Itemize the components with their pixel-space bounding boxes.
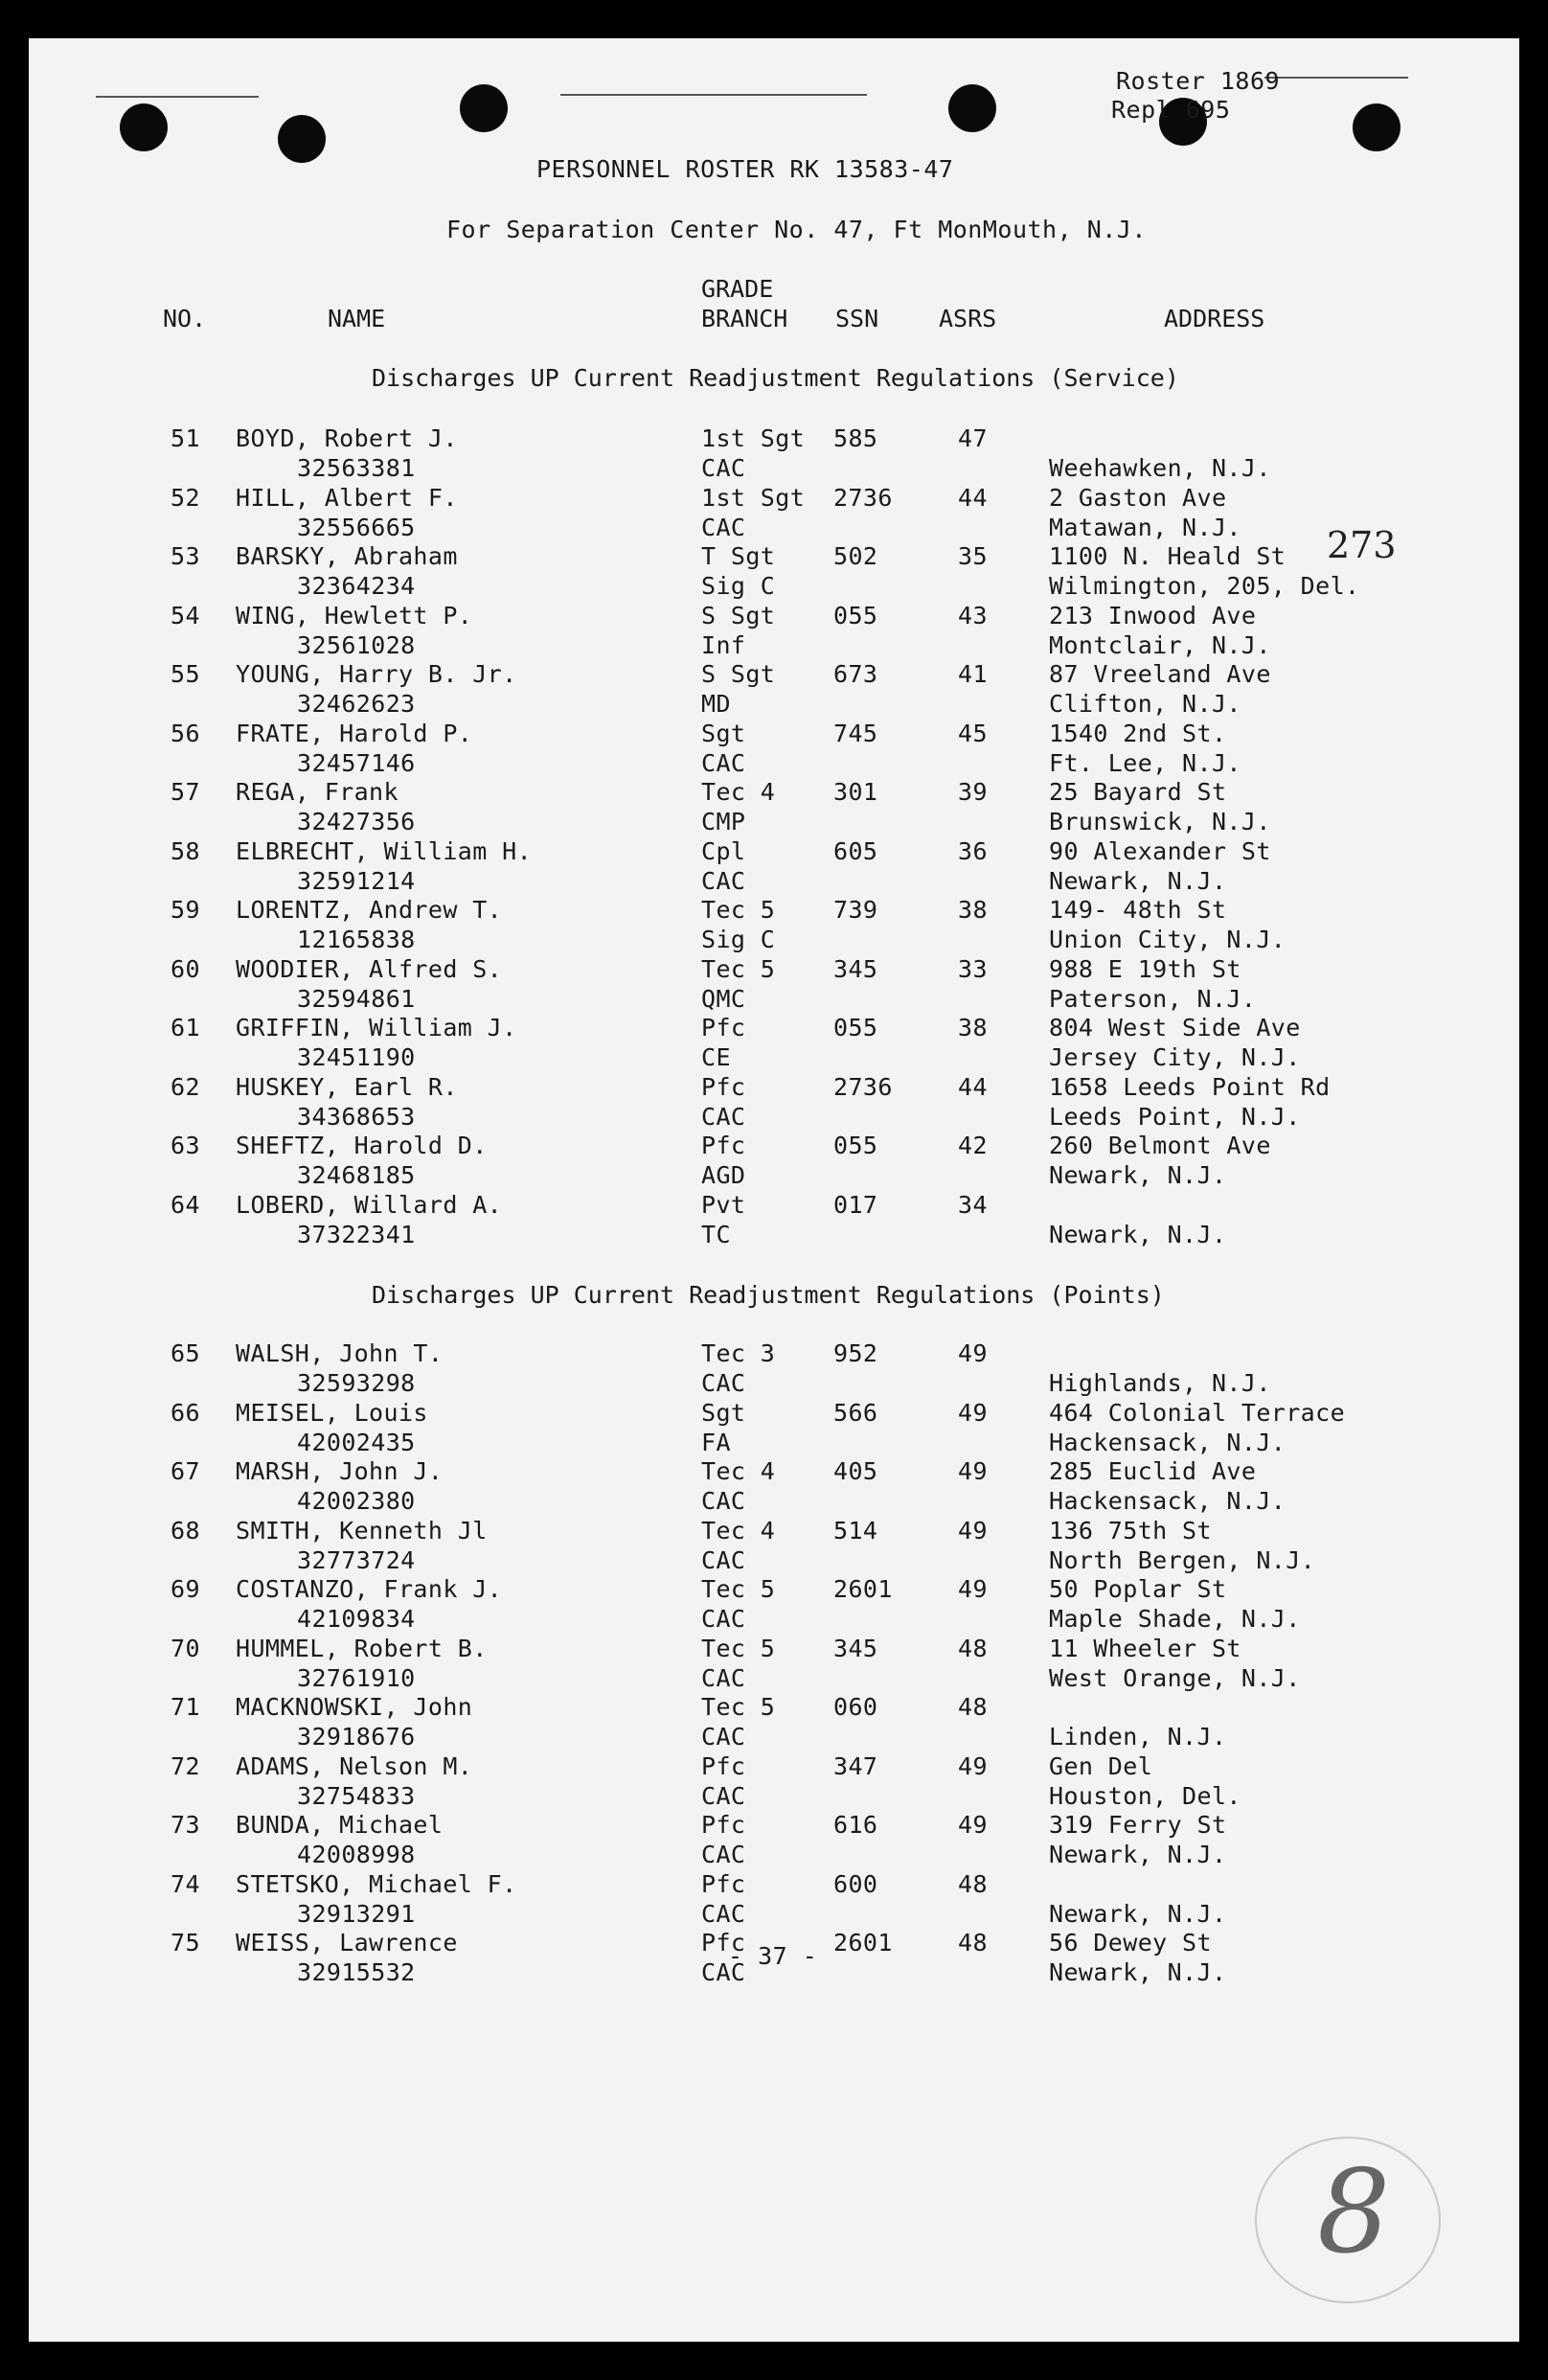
grade: Tec 4 — [701, 1516, 776, 1545]
address-line-1: 136 75th St — [1049, 1516, 1212, 1545]
col-header-no: NO. — [163, 305, 207, 332]
table-row — [29, 1575, 1519, 1635]
serial-number: 42109834 — [297, 1605, 416, 1633]
person-name: BOYD, Robert J. — [236, 424, 458, 452]
ssn-code: 055 — [833, 1014, 878, 1041]
address-line-1: 25 Bayard St — [1049, 778, 1227, 806]
grade: Sgt — [701, 1398, 746, 1427]
person-name: SMITH, Kenneth Jl — [236, 1516, 488, 1545]
asrs-score: 43 — [958, 601, 988, 629]
grade: Tec 5 — [701, 1634, 776, 1662]
ssn-code: 405 — [833, 1457, 878, 1485]
address-line-1: 1100 N. Heald St — [1049, 542, 1286, 570]
serial-number: 32563381 — [297, 454, 416, 482]
branch: CAC — [701, 1102, 746, 1131]
asrs-score: 38 — [958, 896, 988, 924]
person-name: WEISS, Lawrence — [236, 1929, 458, 1957]
roster-ref: Roster 1869 — [1116, 67, 1281, 95]
table-row — [29, 542, 1519, 602]
person-name: HUSKEY, Earl R. — [236, 1072, 458, 1101]
row-number: 71 — [171, 1693, 200, 1721]
serial-number: 32754833 — [297, 1781, 416, 1810]
asrs-score: 44 — [958, 1072, 988, 1101]
punch-hole — [948, 84, 996, 132]
person-name: MARSH, John J. — [236, 1457, 444, 1485]
address-line-2: Newark, N.J. — [1049, 1220, 1227, 1248]
grade: Tec 3 — [701, 1339, 776, 1367]
table-row — [29, 484, 1519, 543]
row-number: 52 — [171, 483, 200, 512]
address-line-1: 1540 2nd St. — [1049, 719, 1227, 747]
serial-number: 32561028 — [297, 630, 416, 659]
ssn-code: 2736 — [833, 1072, 893, 1101]
address-line-2: Leeds Point, N.J. — [1049, 1102, 1301, 1131]
branch: Sig C — [701, 572, 776, 600]
address-line-1: 319 Ferry St — [1049, 1811, 1227, 1839]
grade: Pfc — [701, 1132, 746, 1159]
person-name: YOUNG, Harry B. Jr. — [236, 660, 517, 688]
punch-hole — [460, 84, 508, 132]
table-row — [29, 1132, 1519, 1191]
table-row — [29, 1073, 1519, 1133]
ssn-code: 739 — [833, 896, 878, 924]
address-line-1: 260 Belmont Ave — [1049, 1132, 1271, 1159]
branch: MD — [701, 690, 731, 718]
address-line-2: Houston, Del. — [1049, 1781, 1241, 1810]
page-number: - 37 - — [728, 1942, 818, 1970]
address-line-2: Paterson, N.J. — [1049, 984, 1257, 1013]
table-row — [29, 1457, 1519, 1517]
address-line-1: 56 Dewey St — [1049, 1929, 1212, 1957]
pencil-mark: 8 — [1317, 2146, 1391, 2279]
asrs-score: 34 — [958, 1190, 988, 1219]
row-number: 51 — [171, 424, 200, 452]
grade: 1st Sgt — [701, 483, 806, 512]
table-row — [29, 1399, 1519, 1458]
row-number: 62 — [171, 1072, 200, 1101]
ssn-code: 345 — [833, 954, 878, 983]
asrs-score: 48 — [958, 1929, 988, 1957]
ssn-code: 017 — [833, 1190, 878, 1219]
serial-number: 42008998 — [297, 1841, 416, 1868]
ssn-code: 745 — [833, 719, 878, 747]
repl-ref: Repl 695 — [1111, 96, 1231, 124]
ssn-code: 952 — [833, 1339, 878, 1367]
branch: CAC — [701, 1605, 746, 1633]
grade: Tec 5 — [701, 896, 776, 924]
page-title: PERSONNEL ROSTER RK 13583-47 — [536, 155, 954, 183]
col-header-ssn: SSN — [835, 305, 879, 332]
branch: CAC — [701, 1958, 746, 1986]
address-line-2: Newark, N.J. — [1049, 1161, 1227, 1189]
grade: S Sgt — [701, 601, 776, 629]
person-name: WOODIER, Alfred S. — [236, 954, 503, 983]
ssn-code: 345 — [833, 1634, 878, 1662]
asrs-score: 41 — [958, 660, 988, 688]
branch: CAC — [701, 866, 746, 895]
address-line-2: Clifton, N.J. — [1049, 690, 1241, 718]
asrs-score: 38 — [958, 1014, 988, 1041]
address-line-2: Highlands, N.J. — [1049, 1369, 1271, 1397]
serial-number: 32364234 — [297, 572, 416, 600]
address-line-2: Hackensack, N.J. — [1049, 1428, 1286, 1456]
serial-number: 32918676 — [297, 1723, 416, 1751]
row-number: 64 — [171, 1190, 200, 1219]
col-header-asrs: ASRS — [939, 305, 997, 332]
person-name: BUNDA, Michael — [236, 1811, 444, 1839]
asrs-score: 42 — [958, 1132, 988, 1159]
person-name: WALSH, John T. — [236, 1339, 444, 1367]
row-number: 53 — [171, 542, 200, 570]
row-number: 70 — [171, 1634, 200, 1662]
person-name: HUMMEL, Robert B. — [236, 1634, 488, 1662]
punch-hole — [120, 103, 168, 151]
col-header-grade: GRADE — [701, 275, 774, 303]
table-row — [29, 1339, 1519, 1399]
top-strike-line — [96, 96, 259, 98]
ssn-code: 055 — [833, 1132, 878, 1159]
table-row — [29, 424, 1519, 484]
person-name: FRATE, Harold P. — [236, 719, 473, 747]
branch: CAC — [701, 1545, 746, 1574]
grade: Tec 4 — [701, 1457, 776, 1485]
address-line-1: 1658 Leeds Point Rd — [1049, 1072, 1331, 1101]
branch: CAC — [701, 454, 746, 482]
serial-number: 37322341 — [297, 1220, 416, 1248]
asrs-score: 45 — [958, 719, 988, 747]
row-number: 63 — [171, 1132, 200, 1159]
serial-number: 32457146 — [297, 748, 416, 777]
person-name: GRIFFIN, William J. — [236, 1014, 517, 1041]
grade: S Sgt — [701, 660, 776, 688]
row-number: 54 — [171, 601, 200, 629]
serial-number: 32593298 — [297, 1369, 416, 1397]
serial-number: 42002435 — [297, 1428, 416, 1456]
serial-number: 32594861 — [297, 984, 416, 1013]
grade: Tec 5 — [701, 1693, 776, 1721]
row-number: 60 — [171, 954, 200, 983]
table-row — [29, 1752, 1519, 1812]
ssn-code: 2601 — [833, 1575, 893, 1603]
table-row — [29, 896, 1519, 955]
person-name: REGA, Frank — [236, 778, 398, 806]
ssn-code: 514 — [833, 1516, 878, 1545]
asrs-score: 33 — [958, 954, 988, 983]
top-strike-line — [1264, 77, 1408, 79]
branch: AGD — [701, 1161, 746, 1189]
address-line-1: 11 Wheeler St — [1049, 1634, 1241, 1662]
serial-number: 32913291 — [297, 1899, 416, 1928]
serial-number: 42002380 — [297, 1487, 416, 1515]
ssn-code: 055 — [833, 601, 878, 629]
person-name: ELBRECHT, William H. — [236, 836, 533, 865]
address-line-2: Jersey City, N.J. — [1049, 1043, 1301, 1071]
address-line-1: 285 Euclid Ave — [1049, 1457, 1257, 1485]
grade: 1st Sgt — [701, 424, 806, 452]
asrs-score: 36 — [958, 836, 988, 865]
asrs-score: 49 — [958, 1398, 988, 1427]
branch: CAC — [701, 1781, 746, 1810]
table-row — [29, 1014, 1519, 1073]
address-line-1: 2 Gaston Ave — [1049, 483, 1227, 512]
table-row — [29, 1870, 1519, 1930]
table-row — [29, 778, 1519, 837]
branch: Sig C — [701, 926, 776, 953]
grade: Pfc — [701, 1072, 746, 1101]
branch: CAC — [701, 513, 746, 541]
address-line-1: 50 Poplar St — [1049, 1575, 1227, 1603]
top-strike-line — [560, 94, 867, 96]
address-line-1: 87 Vreeland Ave — [1049, 660, 1271, 688]
person-name: COSTANZO, Frank J. — [236, 1575, 503, 1603]
address-line-1: 149- 48th St — [1049, 896, 1227, 924]
table-row — [29, 837, 1519, 897]
grade: Pfc — [701, 1811, 746, 1839]
serial-number: 32591214 — [297, 866, 416, 895]
address-line-2: Hackensack, N.J. — [1049, 1487, 1286, 1515]
branch: CAC — [701, 1487, 746, 1515]
asrs-score: 49 — [958, 1339, 988, 1367]
address-line-2: Weehawken, N.J. — [1049, 454, 1271, 482]
person-name: LORENTZ, Andrew T. — [236, 896, 503, 924]
branch: CAC — [701, 1899, 746, 1928]
row-number: 69 — [171, 1575, 200, 1603]
asrs-score: 35 — [958, 542, 988, 570]
ssn-code: 605 — [833, 836, 878, 865]
page-subtitle: For Separation Center No. 47, Ft MonMouth, N.J. — [446, 216, 1147, 243]
row-number: 66 — [171, 1398, 200, 1427]
serial-number: 32915532 — [297, 1958, 416, 1986]
serial-number: 32427356 — [297, 808, 416, 835]
table-row — [29, 1635, 1519, 1694]
col-header-branch: BRANCH — [701, 305, 788, 332]
row-number: 55 — [171, 660, 200, 688]
ssn-code: 502 — [833, 542, 878, 570]
person-name: MACKNOWSKI, John — [236, 1693, 473, 1721]
table-row — [29, 1517, 1519, 1576]
row-number: 56 — [171, 719, 200, 747]
row-number: 68 — [171, 1516, 200, 1545]
address-line-1: 90 Alexander St — [1049, 836, 1271, 865]
table-row — [29, 1191, 1519, 1250]
asrs-score: 49 — [958, 1811, 988, 1839]
ssn-code: 060 — [833, 1693, 878, 1721]
person-name: STETSKO, Michael F. — [236, 1869, 517, 1898]
ssn-code: 2736 — [833, 483, 893, 512]
row-number: 74 — [171, 1869, 200, 1898]
asrs-score: 44 — [958, 483, 988, 512]
grade: Tec 5 — [701, 1575, 776, 1603]
grade: T Sgt — [701, 542, 776, 570]
branch: CAC — [701, 1663, 746, 1692]
row-number: 75 — [171, 1929, 200, 1957]
row-number: 58 — [171, 836, 200, 865]
asrs-score: 39 — [958, 778, 988, 806]
address-line-2: Newark, N.J. — [1049, 866, 1227, 895]
address-line-2: Wilmington, 205, Del. — [1049, 572, 1360, 600]
address-line-2: North Bergen, N.J. — [1049, 1545, 1316, 1574]
grade: Pfc — [701, 1869, 746, 1898]
table-row — [29, 660, 1519, 720]
asrs-score: 48 — [958, 1869, 988, 1898]
margin-number: 273 — [1327, 524, 1397, 566]
ssn-code: 301 — [833, 778, 878, 806]
row-number: 59 — [171, 896, 200, 924]
asrs-score: 49 — [958, 1457, 988, 1485]
table-row — [29, 602, 1519, 661]
address-line-2: Newark, N.J. — [1049, 1841, 1227, 1868]
address-line-2: Maple Shade, N.J. — [1049, 1605, 1301, 1633]
asrs-score: 48 — [958, 1634, 988, 1662]
asrs-score: 47 — [958, 424, 988, 452]
address-line-2: West Orange, N.J. — [1049, 1663, 1301, 1692]
branch: TC — [701, 1220, 731, 1248]
ssn-code: 585 — [833, 424, 878, 452]
section-title-points: Discharges UP Current Readjustment Regulations (Points) — [372, 1281, 1165, 1309]
branch: CAC — [701, 1723, 746, 1751]
branch: CMP — [701, 808, 746, 835]
address-line-2: Union City, N.J. — [1049, 926, 1286, 953]
asrs-score: 48 — [958, 1693, 988, 1721]
person-name: WING, Hewlett P. — [236, 601, 473, 629]
grade: Pfc — [701, 1929, 746, 1957]
row-number: 73 — [171, 1811, 200, 1839]
address-line-1: 804 West Side Ave — [1049, 1014, 1301, 1041]
address-line-1: 988 E 19th St — [1049, 954, 1241, 983]
person-name: BARSKY, Abraham — [236, 542, 458, 570]
row-number: 72 — [171, 1751, 200, 1780]
address-line-2: Brunswick, N.J. — [1049, 808, 1271, 835]
col-header-name: NAME — [328, 305, 386, 332]
ssn-code: 566 — [833, 1398, 878, 1427]
branch: QMC — [701, 984, 746, 1013]
grade: Pfc — [701, 1751, 746, 1780]
branch: CAC — [701, 748, 746, 777]
address-line-2: Newark, N.J. — [1049, 1899, 1227, 1928]
asrs-score: 49 — [958, 1516, 988, 1545]
serial-number: 34368653 — [297, 1102, 416, 1131]
address-line-1: 464 Colonial Terrace — [1049, 1398, 1346, 1427]
address-line-1: Gen Del — [1049, 1751, 1153, 1780]
ssn-code: 600 — [833, 1869, 878, 1898]
serial-number: 32468185 — [297, 1161, 416, 1189]
table-row — [29, 720, 1519, 779]
branch: CAC — [701, 1369, 746, 1397]
serial-number: 32451190 — [297, 1043, 416, 1071]
row-number: 65 — [171, 1339, 200, 1367]
row-number: 61 — [171, 1014, 200, 1041]
asrs-score: 49 — [958, 1575, 988, 1603]
address-line-1: 213 Inwood Ave — [1049, 601, 1257, 629]
grade: Tec 5 — [701, 954, 776, 983]
serial-number: 12165838 — [297, 926, 416, 953]
branch: CE — [701, 1043, 731, 1071]
grade: Tec 4 — [701, 778, 776, 806]
serial-number: 32462623 — [297, 690, 416, 718]
address-line-2: Montclair, N.J. — [1049, 630, 1271, 659]
person-name: SHEFTZ, Harold D. — [236, 1132, 488, 1159]
ssn-code: 347 — [833, 1751, 878, 1780]
row-number: 67 — [171, 1457, 200, 1485]
person-name: MEISEL, Louis — [236, 1398, 428, 1427]
asrs-score: 49 — [958, 1751, 988, 1780]
serial-number: 32761910 — [297, 1663, 416, 1692]
branch: Inf — [701, 630, 746, 659]
grade: Sgt — [701, 719, 746, 747]
address-line-2: Ft. Lee, N.J. — [1049, 748, 1241, 777]
ssn-code: 616 — [833, 1811, 878, 1839]
person-name: ADAMS, Nelson M. — [236, 1751, 473, 1780]
ssn-code: 2601 — [833, 1929, 893, 1957]
serial-number: 32556665 — [297, 513, 416, 541]
address-line-2: Newark, N.J. — [1049, 1958, 1227, 1986]
row-number: 57 — [171, 778, 200, 806]
grade: Pfc — [701, 1014, 746, 1041]
grade: Cpl — [701, 836, 746, 865]
section-title-service: Discharges UP Current Readjustment Regulations (Service) — [372, 364, 1179, 392]
address-line-2: Matawan, N.J. — [1049, 513, 1241, 541]
person-name: HILL, Albert F. — [236, 483, 458, 512]
person-name: LOBERD, Willard A. — [236, 1190, 503, 1219]
ssn-code: 673 — [833, 660, 878, 688]
branch: FA — [701, 1428, 731, 1456]
branch: CAC — [701, 1841, 746, 1868]
grade: Pvt — [701, 1190, 746, 1219]
table-row — [29, 1693, 1519, 1752]
punch-hole — [278, 115, 326, 163]
roster-page — [29, 38, 1519, 2342]
address-line-2: Linden, N.J. — [1049, 1723, 1227, 1751]
table-row — [29, 1811, 1519, 1870]
table-row — [29, 955, 1519, 1015]
punch-hole — [1353, 103, 1400, 151]
serial-number: 32773724 — [297, 1545, 416, 1574]
col-header-address: ADDRESS — [1164, 305, 1265, 332]
